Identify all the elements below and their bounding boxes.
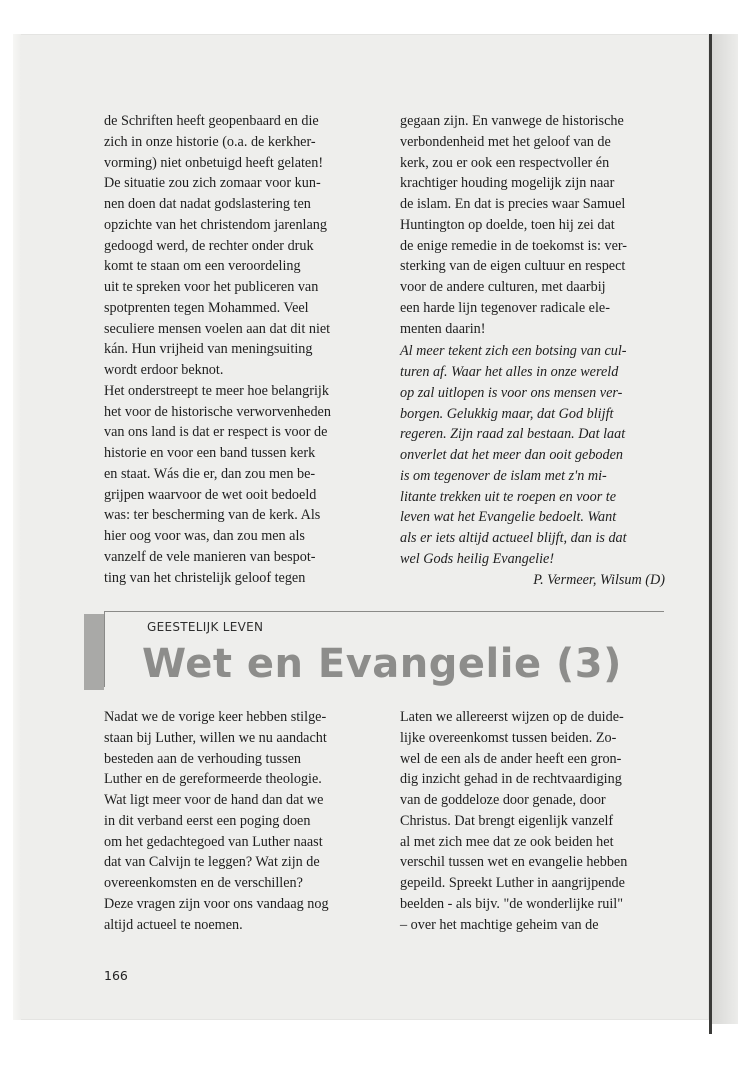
text-line: Laten we allereerst wijzen op de duide-: [400, 709, 624, 725]
text-line: het voor de historische verworvenheden: [104, 403, 331, 420]
text-line: lijke overeenkomst tussen beiden. Zo-: [400, 729, 617, 746]
italic-text-line: wel Gods heilig Evangelie!: [400, 550, 555, 567]
text-line: staan bij Luther, willen we nu aandacht: [104, 729, 327, 746]
text-line: was: ter bescherming van de kerk. Als: [104, 507, 321, 524]
text-line: nen doen dat nadat godslastering ten: [104, 196, 311, 212]
text-line: in dit verband eerst een poging doen: [104, 812, 311, 829]
text-line: de islam. En dat is precies waar Samuel: [400, 196, 626, 212]
text-line: besteden aan de verhouding tussen: [104, 750, 301, 767]
text-line: verschil tussen wet en evangelie hebben: [400, 854, 628, 871]
text-line: spotprenten tegen Mohammed. Veel: [104, 299, 309, 316]
text-line: grijpen waarvoor de wet ooit bedoeld: [104, 486, 317, 503]
text-line: om het gedachtegoed van Luther naast: [104, 833, 323, 850]
text-line: beelden - als bijv. "de wonderlijke ruil": [400, 895, 624, 912]
text-line: Het onderstreept te meer hoe belangrijk: [104, 382, 329, 399]
italic-text-line: leven wat het Evangelie bedoelt. Want: [400, 509, 617, 526]
text-line: – over het machtige geheim van de: [400, 916, 599, 933]
text-line: Christus. Dat brengt eigenlijk vanzelf: [400, 812, 614, 829]
text-line: Luther en de gereformeerde theologie.: [104, 771, 322, 788]
italic-text-line: als er iets altijd actueel blijft, dan is dat: [400, 530, 627, 546]
italic-text-line: litante trekken uit te roepen en voor te: [400, 488, 617, 505]
text-line: Deze vragen zijn voor ons vandaag nog: [104, 895, 329, 912]
top-right-column: [400, 111, 665, 590]
text-line: altijd actueel te noemen.: [104, 916, 243, 933]
author-signature: P. Vermeer, Wilsum (D): [533, 571, 665, 588]
text-line: wel de een als de ander heeft een gron-: [400, 750, 622, 767]
section-rule-vertical: [104, 611, 105, 687]
text-line: voor de andere culturen, met daarbij: [400, 279, 606, 295]
italic-text-line: Al meer tekent zich een botsing van cul-: [400, 343, 627, 360]
text-line: al met zich mee dat ze ook beiden het: [400, 833, 614, 850]
text-line: Nadat we de vorige keer hebben stilge-: [104, 709, 327, 725]
text-line: kán. Hun vrijheid van meningsuiting: [104, 341, 313, 358]
article-title: Wet en Evangelie (3): [142, 641, 622, 687]
text-line: gegaan zijn. En vanwege de historische: [400, 113, 624, 129]
italic-text-line: op zal uitlopen is voor ons mensen ver-: [400, 384, 623, 401]
italic-text-line: regeren. Zijn raad zal bestaan. Dat laat: [400, 426, 626, 443]
text-line: van de goddeloze door genade, door: [400, 792, 606, 808]
text-line: krachtiger houding mogelijk zijn naar: [400, 175, 615, 192]
text-line: kerk, zou er ook een respectvoller én: [400, 154, 610, 171]
text-line: menten daarin!: [400, 320, 486, 337]
text-line: de Schriften heeft geopenbaard en die: [104, 113, 319, 129]
bottom-right-column: [400, 707, 665, 935]
text-line: de enige remedie in de toekomst is: ver-: [400, 237, 628, 254]
italic-text-line: onverlet dat het meer dan ooit geboden: [400, 447, 624, 463]
section-rule: [104, 611, 664, 612]
page-number: 166: [104, 968, 128, 983]
text-line: dig inzicht gehad in de rechtvaardiging: [400, 771, 622, 788]
italic-text-line: is om tegenover de islam met z'n mi-: [400, 467, 607, 484]
text-line: en staat. Wás die er, dan zou men be-: [104, 465, 316, 482]
text-line: De situatie zou zich zomaar voor kun-: [104, 175, 321, 192]
text-line: uit te spreken voor het publiceren van: [104, 279, 319, 295]
text-line: vanzelf de vele manieren van bespot-: [104, 548, 316, 565]
section-label: GEESTELIJK LEVEN: [147, 620, 264, 634]
page-edge: [13, 34, 21, 1020]
text-line: gepeild. Spreekt Luther in aangrijpende: [400, 875, 625, 891]
text-line: historie en voor een band tussen kerk: [104, 445, 316, 461]
section-accent-block: [84, 614, 104, 690]
text-line: wordt erdoor beknot.: [104, 362, 224, 378]
bottom-left-column: [104, 707, 369, 935]
top-left-column: [104, 111, 366, 588]
text-line: van ons land is dat er respect is voor de: [104, 424, 328, 441]
text-line: ting van het christelijk geloof tegen: [104, 569, 306, 586]
text-line: Huntington op doelde, toen hij zei dat: [400, 216, 615, 233]
text-line: dat van Calvijn te leggen? Wat zijn de: [104, 854, 320, 871]
facing-page-edge: [712, 34, 738, 1024]
text-line: gedoogd werd, de rechter onder druk: [104, 237, 314, 254]
text-line: sterking van de eigen cultuur en respect: [400, 258, 626, 275]
text-line: overeenkomsten en de verschillen?: [104, 875, 303, 891]
text-line: seculiere mensen voelen aan dat dit niet: [104, 320, 331, 337]
text-line: een harde lijn tegenover radicale ele-: [400, 299, 610, 316]
text-line: opzichte van het christendom jarenlang: [104, 216, 327, 233]
text-line: hier oog voor was, dan zou men als: [104, 528, 305, 544]
italic-text-line: turen af. Waar het alles in onze wereld: [400, 364, 619, 380]
text-line: vorming) niet onbetuigd heeft gelaten!: [104, 154, 324, 171]
italic-text-line: borgen. Gelukkig maar, dat God blijft: [400, 405, 614, 422]
text-line: komt te staan om een veroordeling: [104, 258, 301, 275]
text-line: zich in onze historie (o.a. de kerkher-: [104, 133, 316, 150]
text-line: Wat ligt meer voor de hand dan dat we: [104, 792, 324, 808]
text-line: verbondenheid met het geloof van de: [400, 133, 611, 150]
